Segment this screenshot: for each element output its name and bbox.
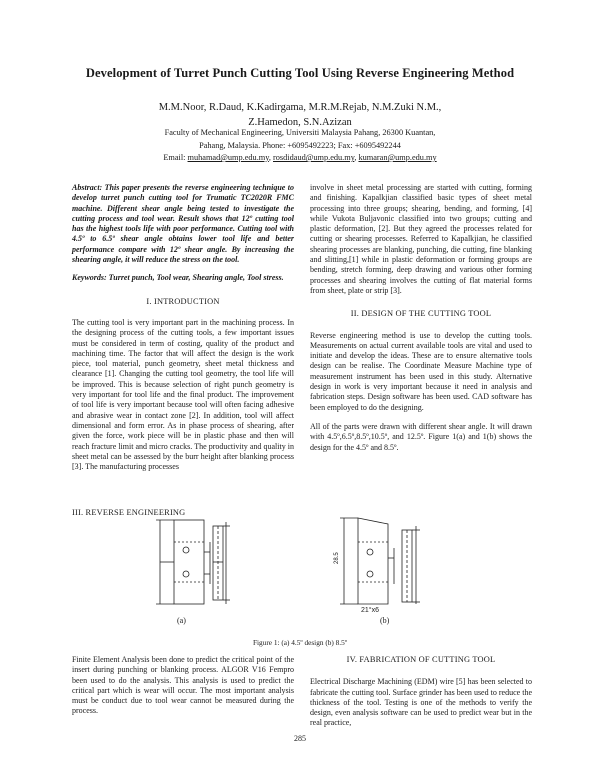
affiliation-line-2: Pahang, Malaysia. Phone: +6095492223; Fax: +6095492244 — [199, 140, 401, 150]
figure-1b — [326, 512, 438, 612]
right-column — [310, 183, 532, 453]
reverse-heading: III. REVERSE ENGINEERING — [72, 508, 186, 517]
fabrication-block — [310, 655, 532, 729]
figure-caption: Figure 1: (a) 4.5º design (b) 8.5º — [252, 638, 348, 647]
tool-body-a — [174, 520, 204, 604]
keywords: Keywords: Turret punch, Tool wear, Shearing angle, Tool stress. — [72, 273, 284, 283]
figure-1a — [150, 512, 260, 612]
authors-line-2: Z.Hamedon, S.N.Azizan — [248, 117, 352, 128]
figure-1a-label: (a) — [177, 616, 186, 625]
page-number: 285 — [294, 734, 306, 743]
intro-continued: involve in sheet metal processing are started with cutting, forming and finishing. Kapalkjian classified basic types of sheet metal processing into three groups; shearing, bending, and forming, [4] while Vukota Buljavonic classified into two groups; cutting and plastic deformation, [2]. But they agreed the processes related for cutting or shearing processes. Referred to Kapalkjian, he classified shearing processes are blanking, punching, die cutting, fine blanking and slitting,[1] while in plastic deformation or forming groups are bending, stretch forming, deep drawing and various other forming processes and shearing involves the cutting of flat material forms from sheet, plate or strip [3]. — [310, 183, 532, 295]
tool-body-b — [358, 518, 388, 604]
figure-1b-angle-label: 21°x6 — [361, 607, 379, 612]
fea-text: Finite Element Analysis been done to predict the critical point of the insert during punching or blanking process. ALGOR V16 Fempro been used to do the analysis. This analysis is used to predict the critical part which is wear will occur. The most important analysis must be conduct due to tool wear cannot be measured during the process. — [72, 655, 294, 716]
fabrication-text: Electrical Discharge Machining (EDM) wire [5] has been selected to fabricate the cutting tool. Surface grinder has been used to reduce the thickness of the tool. Testing is one of the methods to verify the design, even analysis software can be used to predict wear but in the real practice, — [310, 677, 532, 728]
fea-text-block — [72, 655, 294, 717]
design-text-1: Reverse engineering method is use to develop the cutting tools. Measurements on actual current available tools are vital and used to initiate and develop the ideas. These are to ensure alternative tools design can be realise. The Coordinate Measure Machine type of measurement instrument has been used in this study. Alternative design in work is very important because it need in analysis and fabrication steps. Design software has been used. CAD software has been employed to do the designing. — [310, 330, 532, 412]
affiliation-line-1: Faculty of Mechanical Engineering, Universiti Malaysia Pahang, 26300 Kuantan, — [164, 128, 436, 137]
fabrication-heading: IV. FABRICATION OF CUTTING TOOL — [346, 655, 496, 664]
design-text-2: All of the parts were drawn with different shear angle. It will drawn with 4.5º,6.5º,8.5º,10.5º, and 12.5º. Figure 1(a) and 1(b) shows the design for the 4.5º and 8.5º. — [310, 421, 532, 452]
paper-title: Development of Turret Punch Cutting Tool Using Reverse Engineering Method — [85, 66, 515, 80]
abstract: Abstract: This paper presents the reverse engineering technique to develop turret punch cutting tool for Trumatic TC2020R FMC machine. Different shear angle being tested to investigate the cutting process and tool wear. Result shows that 12º cutting tool has the highest tools life with poor performance. Cutting tool with 4.5º to 6.5º shear angle obtains lower tool life and better performance compare with 12º shear angle. By increasing the shearing angle, it will reduce the stress on the tool. — [72, 183, 294, 265]
email-link-1[interactable]: muhamad@ump.edu.my — [187, 153, 269, 162]
email-sep-1: , — [268, 153, 274, 162]
email-link-2[interactable]: rosdidaud@ump.edu.my — [273, 153, 355, 162]
authors — [100, 100, 500, 130]
affiliation — [90, 127, 510, 165]
email-link-3[interactable]: kumaran@ump.edu.my — [358, 153, 437, 162]
figure-1b-label: (b) — [380, 616, 390, 625]
email-label: Email: — [163, 153, 188, 162]
design-heading: II. DESIGN OF THE CUTTING TOOL — [350, 309, 492, 319]
email-sep-2: , — [354, 153, 359, 162]
figure-1b-dim-label: 28.5 — [334, 552, 340, 564]
email-line — [90, 152, 510, 165]
intro-heading: I. INTRODUCTION — [146, 296, 220, 306]
authors-line-1: M.M.Noor, R.Daud, K.Kadirgama, M.R.M.Rejab, N.M.Zuki N.M., — [158, 102, 442, 113]
left-column — [72, 183, 294, 472]
intro-text: The cutting tool is very important part in the machining process. In the designing process of the cutting tools, a few important issues must be considered in term of costing, quality of the product and machining time. The factor that will affect the design is the work piece, tool material, punch geometry, sheet metal thickness and clearance [1]. Changing the cutting tool geometry, the tool life will be improved. This is because selection of right punch geometry is very important for tool life and the final product. The improvement of tool life is very important because tool will often facing adhesive and abrasive wear in contact zone [2]. In addition, tool will affect dimensional and form error. As in phase process of shearing, after given the force, work piece will be in plastic phase and then will reach fracture limit and micro cracks. The productivity and quality in sheet metal can be assessed by the burr height after blanking process [3]. The manufacturing processes — [72, 317, 294, 472]
